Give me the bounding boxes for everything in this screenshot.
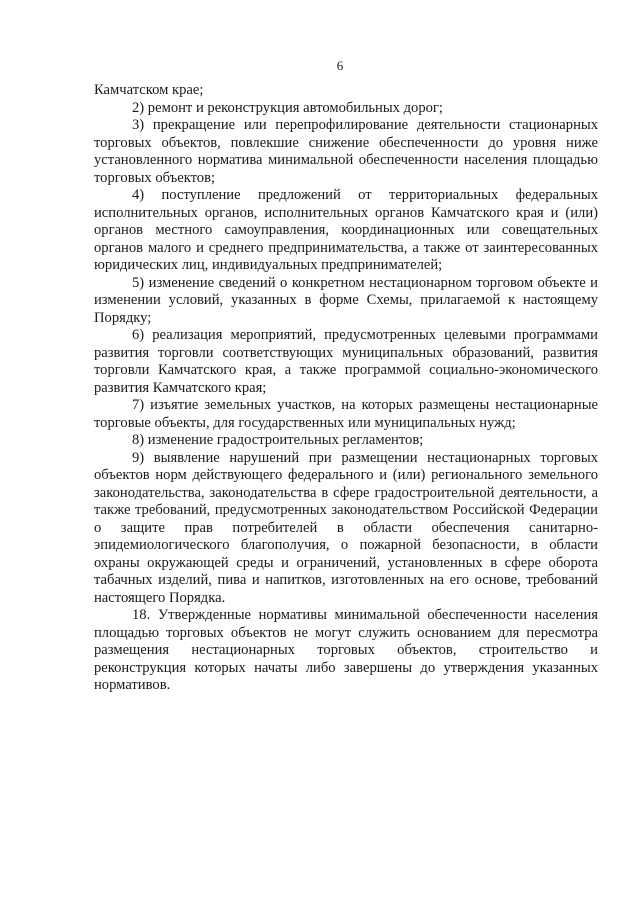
list-item-5: 5) изменение сведений о конкретном нестационарном торговом объекте и изменении условий, указанных в форме Схемы, прилагаемой к настоящему Порядку; (94, 274, 598, 326)
list-item-6: 6) реализация мероприятий, предусмотренных целевыми программами развития торговли соответствующих муниципальных образований, развития торговли Камчатского края, а также программой социально-экономического развития Камчатского края; (94, 327, 598, 396)
body-text (94, 82, 598, 695)
list-item-4: 4) поступление предложений от территориальных федеральных исполнительных органов, исполнительных органов Камчатского края и (или) органов местного самоуправления, координационных или совещательных органов малого и среднего предпринимательства, а также от заинтересованных юридических лиц, индивидуальных предпринимателей; (94, 187, 598, 273)
list-item-3: 3) прекращение или перепрофилирование деятельности стационарных торговых объектов, повлекшие снижение обеспеченности до уровня ниже установленного норматива минимальной обеспеченности населения площадью торговых объектов; (94, 117, 598, 186)
list-item-7: 7) изъятие земельных участков, на которых размещены нестационарные торговые объекты, для государственных или муниципальных нужд; (94, 397, 598, 431)
clause-18: 18. Утвержденные нормативы минимальной обеспеченности населения площадью торговых объектов не могут служить основанием для пересмотра размещения нестационарных торговых объектов, строительство и реконструкция которых начаты либо завершены до утверждения указанных нормативов. (94, 607, 598, 693)
list-item-9: 9) выявление нарушений при размещении нестационарных торговых объектов норм действующего федерального и (или) регионального земельного законодательства, законодательства в сфере градостроительной деятельности, а также требований, предусмотренных законодательством Российской Федерации о защите прав потребителей в области обеспечения санитарно-эпидемиологического благополучия, о пожарной безопасности, в области охраны окружающей среды и ограничений, установленных в сфере оборота табачных изделий, пива и напитков, изготовленных на его основе, требований настоящего Порядка. (94, 449, 598, 606)
paragraph-continuation: Камчатском крае; (94, 82, 204, 98)
list-item-8: 8) изменение градостроительных регламентов; (132, 432, 424, 448)
page-number: 6 (336, 58, 344, 73)
list-item-2: 2) ремонт и реконструкция автомобильных дорог; (132, 99, 443, 116)
